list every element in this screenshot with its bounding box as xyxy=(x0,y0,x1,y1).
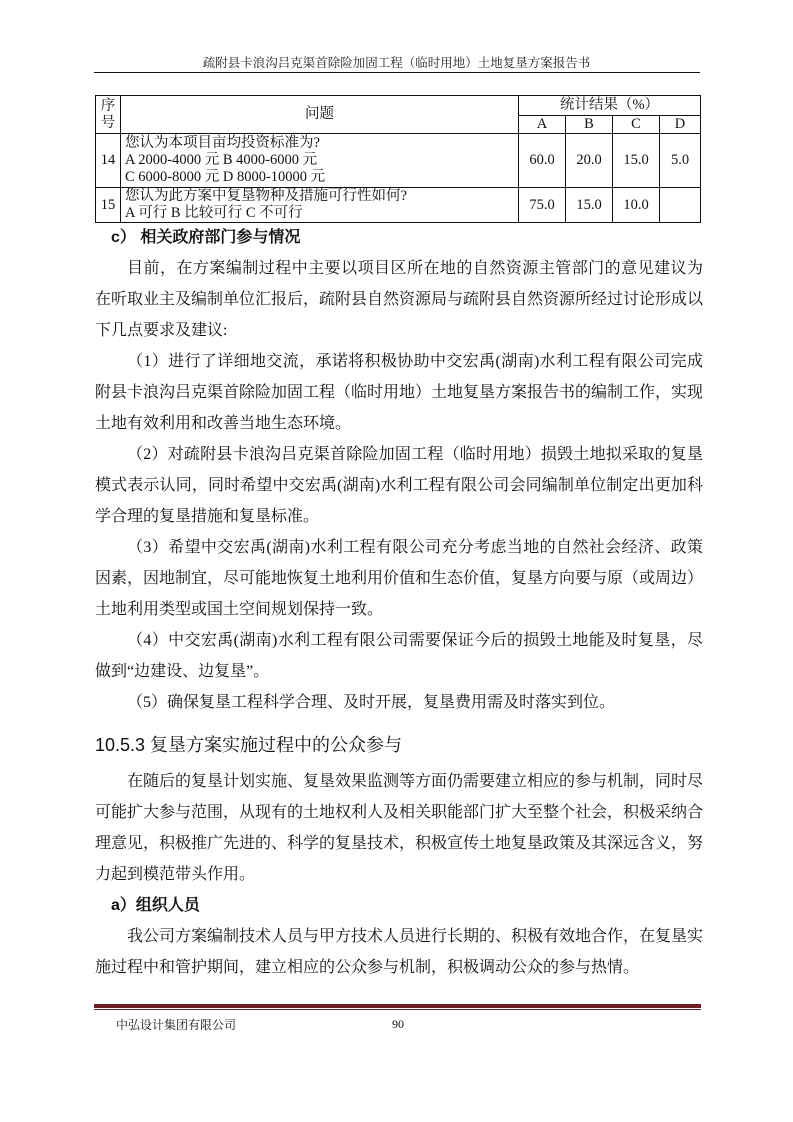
table-row xyxy=(96,188,701,223)
row-question xyxy=(121,134,519,188)
header-option-a: A xyxy=(519,116,566,134)
value-d: 5.0 xyxy=(660,134,701,188)
paragraph-line: 学合理的复垦措施和复垦标准。 xyxy=(95,508,320,525)
subsection-a-heading: a）组织人员 xyxy=(111,897,200,914)
header-question: 问题 xyxy=(121,96,519,134)
row-question xyxy=(121,188,519,223)
survey-results-table xyxy=(95,95,701,223)
paragraph-line: （5）确保复垦工程科学合理、及时开展，复垦费用需及时落实到位。 xyxy=(127,694,616,711)
question-line: A 可行 B 比较可行 C 不可行 xyxy=(125,205,303,221)
value-a: 60.0 xyxy=(519,134,566,188)
header-stats: 统计结果（%） xyxy=(519,96,701,116)
paragraph-line: （1）进行了详细地交流，承诺将积极协助中交宏禹(湖南)水利工程有限公司完成 xyxy=(127,353,703,370)
paragraph-line: 在听取业主及编制单位汇报后，疏附县自然资源局与疏附县自然资源所经过讨论形成以 xyxy=(95,291,703,308)
value-c: 15.0 xyxy=(613,134,660,188)
page-number: 90 xyxy=(392,1017,404,1031)
question-line: C 6000-8000 元 D 8000-10000 元 xyxy=(125,169,326,185)
question-line: A 2000-4000 元 B 4000-6000 元 xyxy=(125,152,318,168)
paragraph-line: 目前，在方案编制过程中主要以项目区所在地的自然资源主管部门的意见建议为 xyxy=(127,260,703,277)
paragraph-line: （2）对疏附县卡浪沟吕克渠首除险加固工程（临时用地）损毁土地拟采取的复垦 xyxy=(127,446,703,463)
question-line: 您认为此方案中复垦物种及措施可行性如何? xyxy=(125,188,407,204)
paragraph-line: （3）希望中交宏禹(湖南)水利工程有限公司充分考虑当地的自然社会经济、政策 xyxy=(127,539,703,556)
value-d xyxy=(660,188,701,223)
footer-rule-thin xyxy=(94,1009,701,1010)
paragraph-line: 因素，因地制宜，尽可能地恢复土地利用价值和生态价值，复垦方向要与原（或周边） xyxy=(95,570,703,587)
paragraph-line: 力起到模范带头作用。 xyxy=(95,866,256,883)
row-no: 14 xyxy=(96,134,121,188)
section-heading-10-5-3: 10.5.3 复垦方案实施过程中的公众参与 xyxy=(95,735,403,755)
row-no: 15 xyxy=(96,188,121,223)
value-c: 10.0 xyxy=(613,188,660,223)
header-option-c: C xyxy=(613,116,660,134)
header-option-b: B xyxy=(566,116,613,134)
paragraph-line: 模式表示认同，同时希望中交宏禹(湖南)水利工程有限公司会同编制单位制定出更加科 xyxy=(95,477,703,494)
paragraph-line: 可能扩大参与范围，从现有的土地权利人及相关职能部门扩大至整个社会，积极采纳合 xyxy=(95,804,703,821)
paragraph-line: 施过程中和管护期间，建立相应的公众参与机制，积极调动公众的参与热情。 xyxy=(95,959,640,976)
paragraph-line: 土地有效利用和改善当地生态环境。 xyxy=(95,415,352,432)
header-no: 序号 xyxy=(96,96,121,134)
paragraph-line: 做到“边建设、边复垦”。 xyxy=(95,663,270,680)
question-line: 您认为本项目亩均投资标准为? xyxy=(125,135,320,151)
paragraph-line: 理意见，积极推广先进的、科学的复垦技术，积极宣传土地复垦政策及其深远含义，努 xyxy=(95,835,703,852)
header-rule xyxy=(94,72,700,73)
paragraph-line: 附县卡浪沟吕克渠首除险加固工程（临时用地）土地复垦方案报告书的编制工作，实现 xyxy=(95,384,703,401)
footer-rule xyxy=(94,1004,701,1008)
paragraph-line: 下几点要求及建议: xyxy=(95,322,228,339)
footer-company: 中弘设计集团有限公司 xyxy=(116,1018,237,1032)
paragraph-line: 土地利用类型或国土空间规划保持一致。 xyxy=(95,601,384,618)
section-10-5-3-body xyxy=(95,766,703,983)
table-row xyxy=(96,134,701,188)
value-a: 75.0 xyxy=(519,188,566,223)
paragraph-line: （4）中交宏禹(湖南)水利工程有限公司需要保证今后的损毁土地能及时复垦，尽 xyxy=(127,632,703,649)
value-b: 20.0 xyxy=(566,134,613,188)
paragraph-line: 在随后的复垦计划实施、复垦效果监测等方面仍需要建立相应的参与机制，同时尽 xyxy=(127,773,703,790)
section-c-heading: c） 相关政府部门参与情况 xyxy=(111,229,301,246)
value-b: 15.0 xyxy=(566,188,613,223)
paragraph-line: 我公司方案编制技术人员与甲方技术人员进行长期的、积极有效地合作，在复垦实 xyxy=(127,928,703,945)
section-c xyxy=(95,222,703,718)
header-option-d: D xyxy=(660,116,701,134)
running-header: 疏附县卡浪沟吕克渠首除险加固工程（临时用地）土地复垦方案报告书 xyxy=(202,56,591,70)
